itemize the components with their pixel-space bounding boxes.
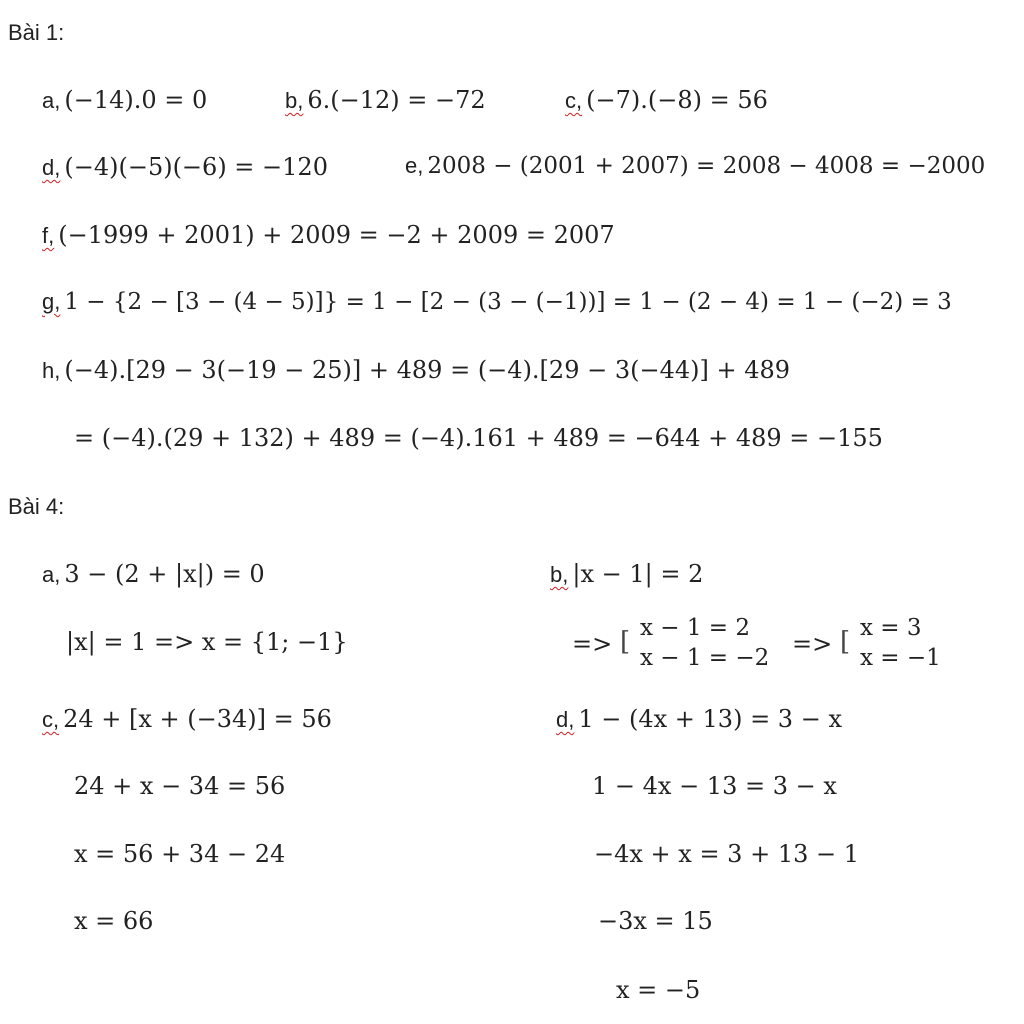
math-expression: 2008 − (2001 + 2007) = 2008 − 4008 = −2000: [427, 153, 986, 179]
item-label: c,: [42, 707, 60, 732]
math-expression: |x − 1| = 2: [572, 560, 704, 588]
bai1-item-g: [42, 289, 952, 315]
item-label: a,: [42, 88, 61, 113]
math-expression: (−4).[29 − 3(−19 − 25)] + 489 = (−4).[29 − 3(−44)] + 489: [64, 356, 791, 384]
math-expression: (−7).(−8) = 56: [586, 86, 768, 114]
bai4-c-step-2: x = 56 + 34 − 24: [74, 840, 286, 868]
bai4-d-step-2: −4x + x = 3 + 13 − 1: [594, 840, 859, 868]
item-label: b,: [550, 562, 569, 587]
bai1-item-e: [405, 153, 985, 179]
bai4-item-a: [42, 560, 265, 588]
item-label: g,: [42, 289, 61, 314]
item-label: c,: [565, 88, 583, 113]
bai4-b-case2-top: x = 3: [860, 615, 922, 641]
bai4-item-d: [556, 705, 842, 733]
item-label: e,: [405, 153, 424, 178]
math-expression: (−14).0 = 0: [64, 86, 208, 114]
bai1-item-b: [285, 86, 486, 114]
bai4-heading: Bài 4:: [8, 494, 65, 519]
bai4-d-step-4: x = −5: [616, 976, 701, 1004]
math-expression: (−4)(−5)(−6) = −120: [64, 153, 328, 181]
bai1-item-a: [42, 86, 207, 114]
bai4-a-step: |x| = 1 => x = {1; −1}: [66, 628, 348, 656]
bracket-symbol: [: [840, 627, 851, 657]
bai4-b-case2-bottom: x = −1: [860, 645, 941, 671]
item-label: a,: [42, 562, 61, 587]
bai4-b-arrow-2: =>: [792, 630, 833, 658]
math-expression: 6.(−12) = −72: [307, 86, 486, 114]
bai1-item-c: [565, 86, 768, 114]
bai4-item-b: [550, 560, 703, 588]
math-expression: 1 − {2 − [3 − (4 − 5)]} = 1 − [2 − (3 − (−1))] = 1 − (2 − 4) = 1 − (−2) = 3: [64, 289, 952, 315]
bracket-symbol: [: [620, 627, 631, 657]
item-label: f,: [42, 223, 55, 248]
bai1-item-h: [42, 356, 790, 384]
item-label: d,: [556, 707, 575, 732]
bai4-d-step-3: −3x = 15: [598, 907, 713, 935]
bai1-heading: Bài 1:: [8, 20, 65, 45]
item-label: d,: [42, 155, 61, 180]
bai4-c-step-1: 24 + x − 34 = 56: [74, 772, 286, 800]
bai4-b-case1-top: x − 1 = 2: [640, 615, 751, 641]
bai4-d-step-1: 1 − 4x − 13 = 3 − x: [592, 772, 837, 800]
bai1-item-f: [42, 221, 615, 249]
bai4-b-arrow-1: =>: [572, 630, 613, 658]
bai1-item-d: [42, 153, 328, 181]
math-expression: 1 − (4x + 13) = 3 − x: [578, 705, 842, 733]
math-expression: (−1999 + 2001) + 2009 = −2 + 2009 = 2007: [58, 221, 615, 249]
bai4-item-c: [42, 705, 332, 733]
math-expression: 24 + [x + (−34)] = 56: [63, 705, 332, 733]
bai4-c-step-3: x = 66: [74, 907, 154, 935]
bai1-item-h-continued: = (−4).(29 + 132) + 489 = (−4).161 + 489 = −644 + 489 = −155: [74, 424, 883, 452]
math-expression: 3 − (2 + |x|) = 0: [64, 560, 265, 588]
item-label: b,: [285, 88, 304, 113]
bai4-b-case1-bottom: x − 1 = −2: [640, 645, 770, 671]
item-label: h,: [42, 358, 61, 383]
